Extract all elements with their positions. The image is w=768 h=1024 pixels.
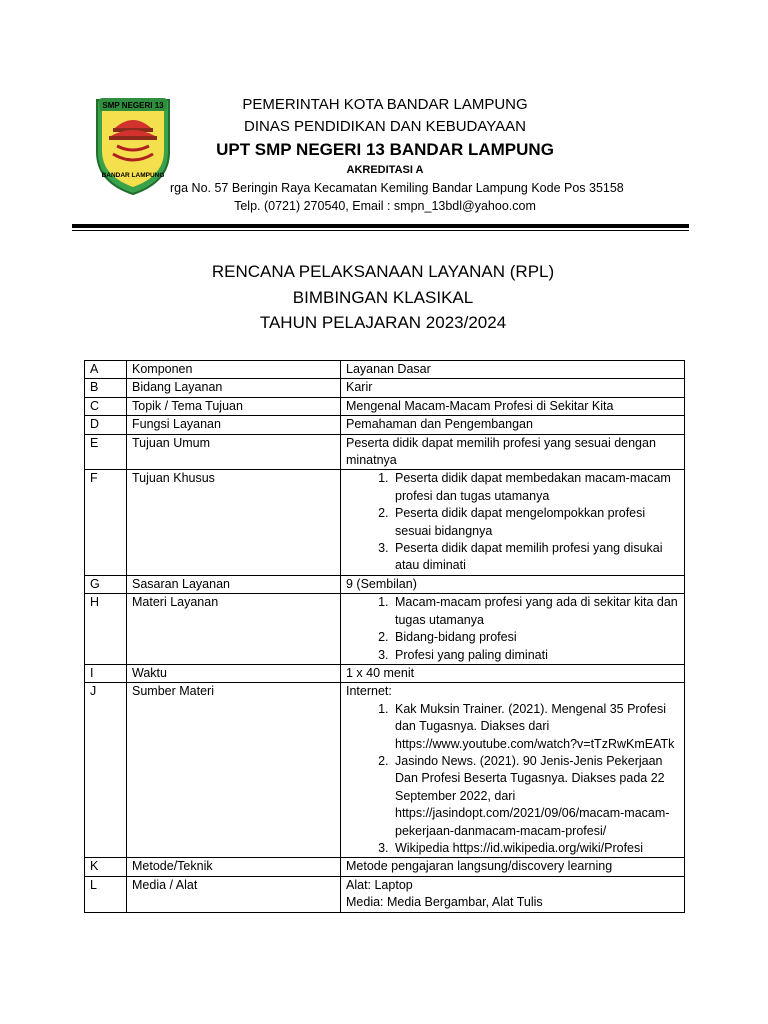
row-code: F — [85, 470, 127, 575]
row-label: Materi Layanan — [127, 594, 341, 665]
row-value — [341, 594, 685, 665]
row-label: Komponen — [127, 361, 341, 379]
row-label: Metode/Teknik — [127, 858, 341, 876]
row-value: Karir — [341, 379, 685, 397]
row-value: Mengenal Macam-Macam Profesi di Sekitar Kita — [341, 397, 685, 415]
row-label: Bidang Layanan — [127, 379, 341, 397]
tool-line: Alat: Laptop — [346, 877, 413, 892]
document-title: RENCANA PELAKSANAAN LAYANAN (RPL) — [211, 262, 555, 281]
list-item: 3. Profesi yang paling diminati — [392, 647, 680, 664]
source-intro: Internet: — [346, 684, 392, 699]
school-name: UPT SMP NEGERI 13 BANDAR LAMPUNG — [216, 140, 554, 159]
table-row — [85, 858, 685, 876]
table-row — [85, 575, 685, 593]
row-value: Pemahaman dan Pengembangan — [341, 416, 685, 434]
row-label: Tujuan Umum — [127, 434, 341, 470]
row-value — [341, 470, 685, 575]
numbered-list — [346, 470, 680, 574]
row-label: Sasaran Layanan — [127, 575, 341, 593]
numbered-list — [346, 701, 680, 858]
list-item: 2. Bidang-bidang profesi — [392, 629, 680, 646]
table-row — [85, 470, 685, 575]
row-code: B — [85, 379, 127, 397]
table-row — [85, 361, 685, 379]
list-item: 1. Macam-macam profesi yang ada di sekitar kita dan tugas utamanya — [392, 594, 680, 629]
table-row — [85, 664, 685, 682]
table-row — [85, 594, 685, 665]
logo-text-top: SMP NEGERI 13 — [102, 101, 164, 110]
row-value — [341, 876, 685, 912]
table-row — [85, 876, 685, 912]
row-label: Media / Alat — [127, 876, 341, 912]
table-row — [85, 416, 685, 434]
row-label: Sumber Materi — [127, 683, 341, 858]
row-code: G — [85, 575, 127, 593]
row-code: H — [85, 594, 127, 665]
list-item: 2. Peserta didik dapat mengelompokkan profesi sesuai bidangnya — [392, 505, 680, 540]
document-subtitle: BIMBINGAN KLASIKAL — [292, 288, 474, 307]
academic-year: TAHUN PELAJARAN 2023/2024 — [259, 313, 507, 332]
header-divider-thick — [72, 224, 689, 228]
row-code: J — [85, 683, 127, 858]
row-value: Metode pengajaran langsung/discovery learning — [341, 858, 685, 876]
row-value — [341, 683, 685, 858]
school-contact: Telp. (0721) 270540, Email : smpn_13bdl@yahoo.com — [234, 199, 536, 213]
list-item: 1. Kak Muksin Trainer. (2021). Mengenal 35 Profesi dan Tugasnya. Diakses dari https://www.youtube.com/watch?v=tTzRwKmEATk — [392, 701, 680, 753]
header-divider-thin — [72, 230, 689, 231]
department-line: DINAS PENDIDIKAN DAN KEBUDAYAAN — [243, 118, 526, 135]
row-label: Tujuan Khusus — [127, 470, 341, 575]
list-item: 3. Wikipedia https://id.wikipedia.org/wiki/Profesi — [392, 840, 680, 857]
accreditation: AKREDITASI A — [346, 164, 424, 176]
media-line: Media: Media Bergambar, Alat Tulis — [346, 895, 543, 910]
school-address: rga No. 57 Beringin Raya Kecamatan Kemiling Bandar Lampung Kode Pos 35158 — [170, 181, 624, 195]
table-row — [85, 683, 685, 858]
row-value: 1 x 40 menit — [341, 664, 685, 682]
table-row — [85, 397, 685, 415]
row-label: Fungsi Layanan — [127, 416, 341, 434]
list-item: 2. Jasindo News. (2021). 90 Jenis-Jenis Pekerjaan Dan Profesi Beserta Tugasnya. Diakses pada 22 September 2022, dari https://jasindopt.com/2021/09/06/macam-macam-pekerjaan-danmacam-macam-profesi/ — [392, 753, 680, 840]
row-label: Topik / Tema Tujuan — [127, 397, 341, 415]
row-value: 9 (Sembilan) — [341, 575, 685, 593]
row-code: L — [85, 876, 127, 912]
row-code: D — [85, 416, 127, 434]
table-row — [85, 379, 685, 397]
row-code: C — [85, 397, 127, 415]
row-code: K — [85, 858, 127, 876]
list-item: 1. Peserta didik dapat membedakan macam-macam profesi dan tugas utamanya — [392, 470, 680, 505]
row-label: Waktu — [127, 664, 341, 682]
row-value: Peserta didik dapat memilih profesi yang sesuai dengan minatnya — [341, 434, 685, 470]
table-row — [85, 434, 685, 470]
numbered-list — [346, 594, 680, 664]
government-line: PEMERINTAH KOTA BANDAR LAMPUNG — [242, 96, 528, 113]
row-code: E — [85, 434, 127, 470]
list-item: 3. Peserta didik dapat memilih profesi yang disukai atau diminati — [392, 540, 680, 575]
row-code: A — [85, 361, 127, 379]
rpl-table — [84, 360, 685, 913]
row-code: I — [85, 664, 127, 682]
logo-text-bottom: BANDAR LAMPUNG — [101, 172, 165, 179]
row-value: Layanan Dasar — [341, 361, 685, 379]
